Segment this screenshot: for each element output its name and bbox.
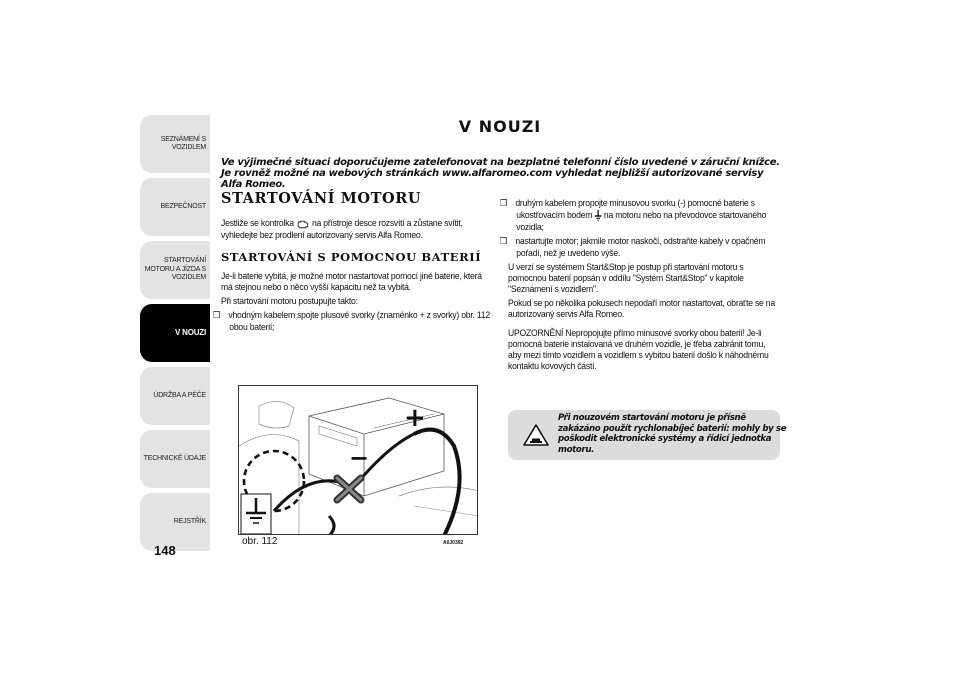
list-item-minus-terminal: ❒ druhým kabelem propojte minusovou svorku (-) pomocné baterie s ukostřovacím bodem na motoru nebo na převodovce startovaného vozidla; [499,197,767,233]
paragraph-vybita-baterie: Je-li baterie vybitá, je možné motor nastartovat pomocí jiné baterie, která má stejnou nebo o něco vyšší kapacitu než ta vybitá. [221,269,482,292]
left-column [212,190,496,335]
list-item-start-engine: ❒ nastartujte motor; jakmile motor naskočí, odstraňte kabely v opačném pořadí, než je uvedeno výše. [499,235,766,259]
paragraph-notice: UPOZORNĚNÍ Nepropojujte přímo minusové svorky obou baterií! Je-li pomocná baterie instalovaná ve druhém vozidle, je třeba zabránit tomu, aby mezi tímto vozidlem a vozidlem s vybitou baterií došlo k náhodnému kontaktu kovových částí. [508,327,769,372]
bullet-icon: ❒ [499,198,507,208]
minus-sign: − [349,444,370,472]
figure-caption: obr. 112 [242,536,278,547]
figure-code: A0J0392 [443,540,464,546]
tab-startovani[interactable]: STARTOVÁNÍ MOTORU A JÍZDA S VOZIDLEM [140,241,210,299]
figure-jump-start [238,385,478,535]
plus-sign: + [404,403,426,433]
paragraph-postup: Při startování motoru postupujte takto: [221,294,358,306]
ground-symbol-icon [594,210,601,221]
jump-start-illustration [239,386,478,535]
section-heading-pomocna-baterie: STARTOVÁNÍ S POMOCNOU BATERIÍ [221,249,482,264]
tab-technicke-udaje[interactable]: TECHNICKÉ ÚDAJE [140,430,210,488]
paragraph-text-before: Jestliže se kontrolka [221,217,294,228]
right-column [499,197,780,374]
tab-rejstrik[interactable]: REJSTŘÍK [140,493,210,551]
tab-bezpecnost[interactable]: BEZPEČNOST [140,178,210,236]
bullet-icon: ❒ [212,309,220,320]
intro-paragraph: Ve výjimečné situaci doporučujeme zatelefonovat na bezplatné telefonní číslo uvedené v záruční knížce. Je rovněž možné na webových stránkách www.alfaromeo.com vyhledat nejbližší autorizované servisy Alfa Romeo. [221,157,780,190]
list-item-plus-terminals: ❒ vhodným kabelem spojte plusové svorky (znaménko + z svorky) obr. 112 obou baterií; [212,308,490,332]
warning-text: Při nouzovém startování motoru je přísně zakázáno použít rychlonabíječ baterií: mohly by se poškodit elektronické systémy a řídicí jednotka motoru. [558,413,787,455]
section-heading-startovani: STARTOVÁNÍ MOTORU [221,190,422,207]
engine-warning-light-icon [296,219,310,229]
paragraph-attempts: Pokud se po několika pokusech nepodaří motor nastartovat, obraťte se na autorizovaný servis Alfa Romeo. [508,297,775,320]
tab-seznameni[interactable]: SEZNÁMENÍ S VOZIDLEM [140,115,210,173]
paragraph-text-after: na přístroje desce rozsvítí a zůstane svítit, vyhledejte bez prodlení autorizovaný servis Alfa Romeo. [221,217,463,240]
page-number: 148 [154,543,176,558]
bullet-icon: ❒ [499,236,507,247]
tab-udrzba[interactable]: ÚDRŽBA A PÉČE [140,367,210,425]
caution-triangle-icon [523,424,549,446]
paragraph-start-stop: U verzí se systémem Start&Stop je postup při startování motoru s pomocnou baterií popsán v oddílu "Systém Start&Stop" v kapitole "Seznámení s vozidlem". [508,261,744,295]
warning-box [508,410,787,460]
warning-light-paragraph [221,217,494,240]
tab-v-nouzi[interactable]: V NOUZI [140,304,210,362]
page-title: V NOUZI [458,117,542,136]
